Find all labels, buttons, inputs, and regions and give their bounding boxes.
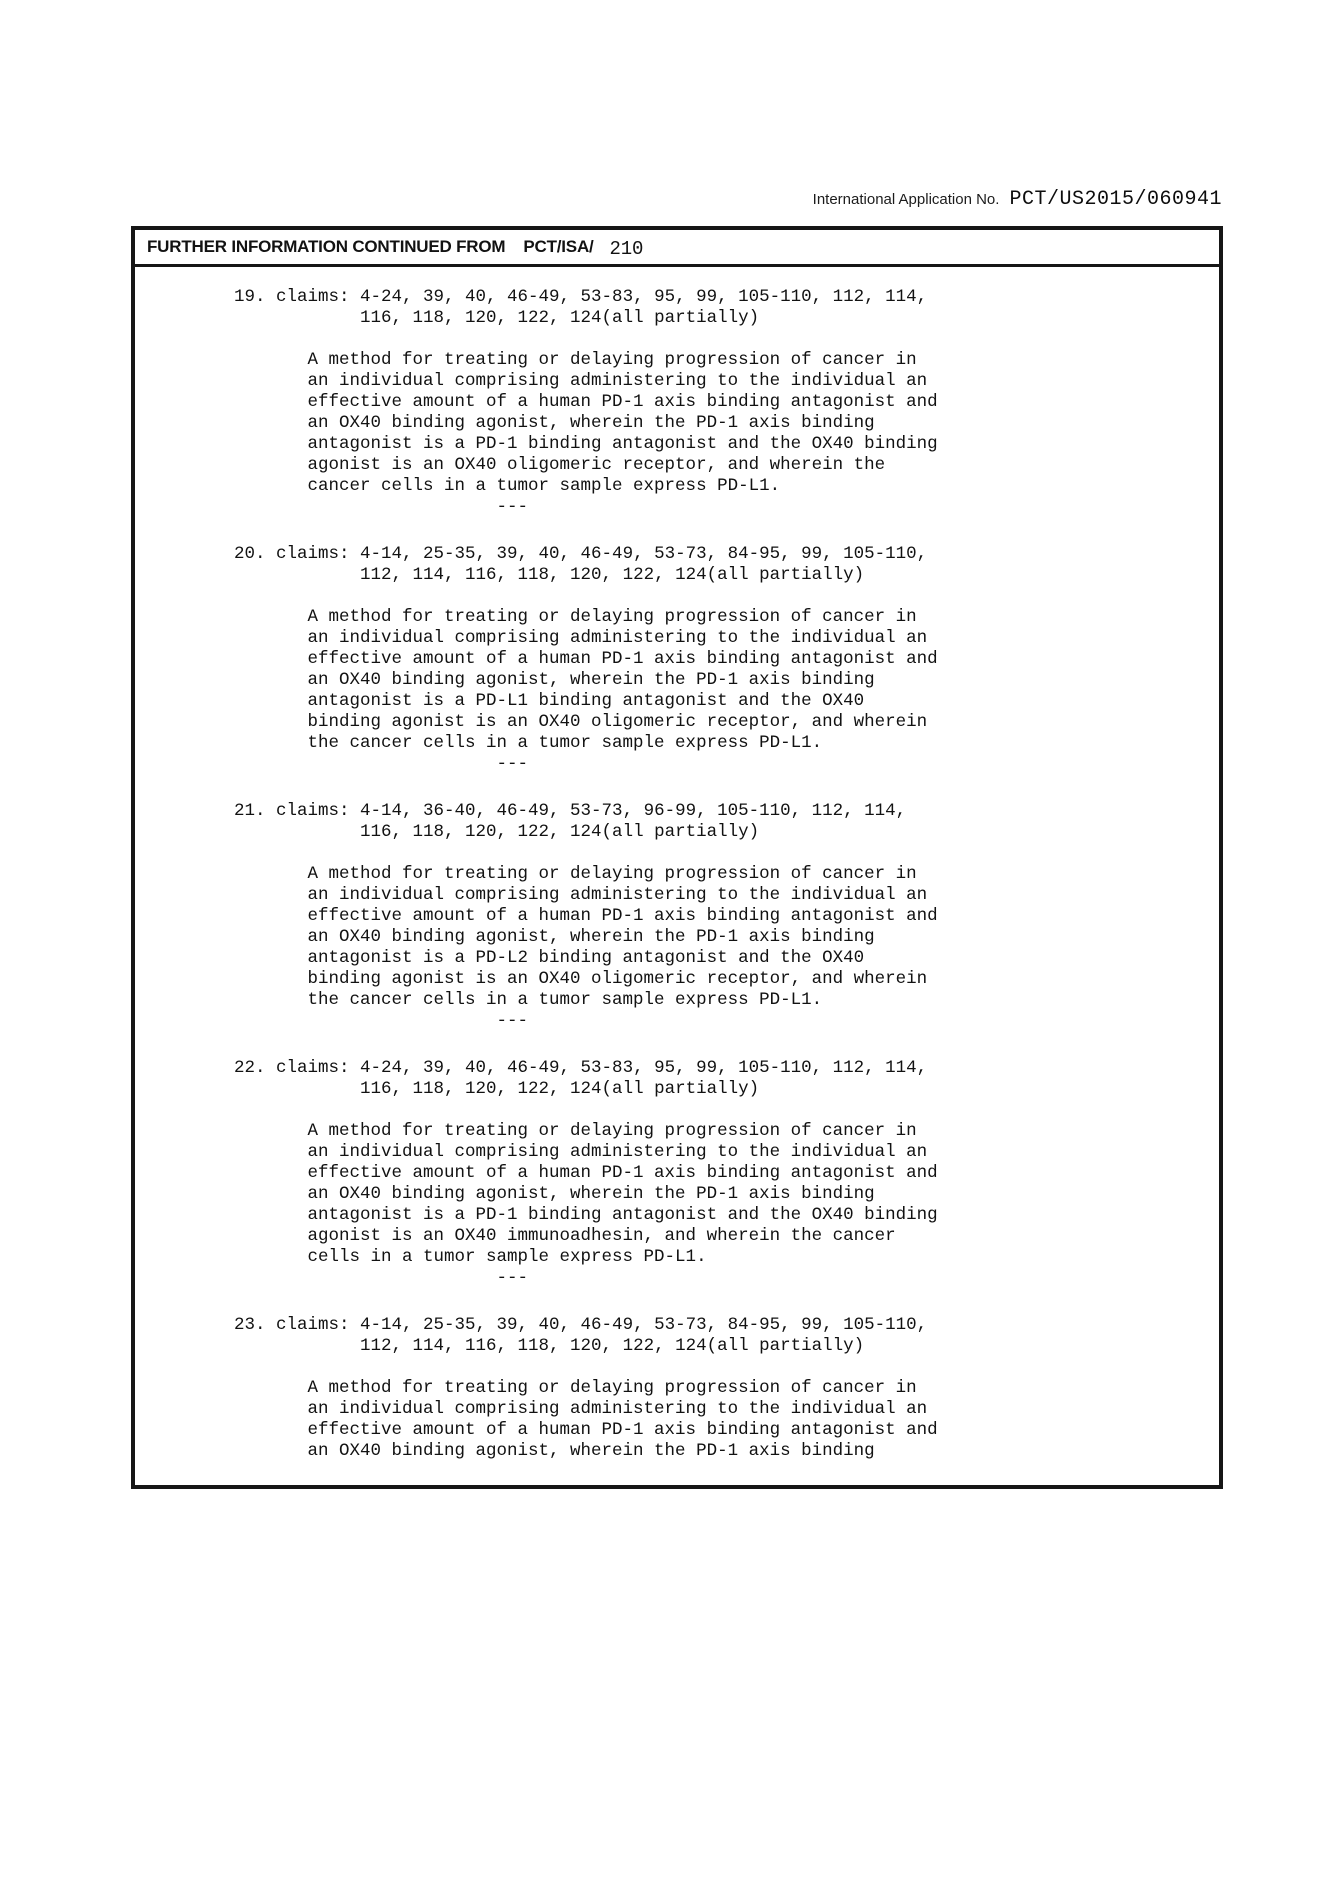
claim-heading: 23. claims: 4-14, 25-35, 39, 40, 46-49, 53-73, 84-95, 99, 105-110, 112, 114, 116, 118, 120, 122, 124(all partially) xyxy=(234,1315,928,1356)
claim-text: A method for treating or delaying progression of cancer in an individual comprising administering to the individual an effective amount of a human PD-1 axis binding antagonist and an OX40 binding agonist, wherein the PD-1 axis binding antagonist is a PD-L2 binding antagonist and the OX40 binding agonist is an OX40 oligomeric receptor, and wherein the cancer cells in a tumor sample express PD-L1. xyxy=(307,864,938,1010)
application-number-label: International Application No. xyxy=(812,191,1000,208)
claim-separator: --- xyxy=(496,1268,529,1288)
claim-text: A method for treating or delaying progression of cancer in an individual comprising administering to the individual an effective amount of a human PD-1 axis binding antagonist and an OX40 binding agonist, wherein the PD-1 axis binding antagonist is a PD-1 binding antagonist and the OX40 binding agonist is an OX40 oligomeric receptor, and wherein the cancer cells in a tumor sample express PD-L1. xyxy=(307,350,938,496)
claim-heading: 21. claims: 4-14, 36-40, 46-49, 53-73, 96-99, 105-110, 112, 114, 116, 118, 120, 122, 124(all partially) xyxy=(234,801,907,842)
claim-heading: 22. claims: 4-24, 39, 40, 46-49, 53-83, 95, 99, 105-110, 112, 114, 116, 118, 120, 122, 124(all partially) xyxy=(234,1058,928,1099)
application-number-line xyxy=(813,188,1222,211)
claim-item-23 xyxy=(234,1315,1199,1462)
form-header xyxy=(135,230,1219,267)
application-number-value: PCT/US2015/060941 xyxy=(1009,188,1222,211)
form-continuation-box xyxy=(131,226,1223,1489)
claim-separator: --- xyxy=(496,754,529,774)
claim-separator: --- xyxy=(496,497,529,517)
claim-text: A method for treating or delaying progression of cancer in an individual comprising administering to the individual an effective amount of a human PD-1 axis binding antagonist and an OX40 binding agonist, wherein the PD-1 axis binding xyxy=(307,1378,938,1461)
form-number: 210 xyxy=(609,238,644,260)
claim-text: A method for treating or delaying progression of cancer in an individual comprising administering to the individual an effective amount of a human PD-1 axis binding antagonist and an OX40 binding agonist, wherein the PD-1 axis binding antagonist is a PD-L1 binding antagonist and the OX40 binding agonist is an OX40 oligomeric receptor, and wherein the cancer cells in a tumor sample express PD-L1. xyxy=(307,607,938,753)
claims-continuation-body xyxy=(135,267,1219,1485)
claim-text: A method for treating or delaying progression of cancer in an individual comprising administering to the individual an effective amount of a human PD-1 axis binding antagonist and an OX40 binding agonist, wherein the PD-1 axis binding antagonist is a PD-1 binding antagonist and the OX40 binding agonist is an OX40 immunoadhesin, and wherein the cancer cells in a tumor sample express PD-L1. xyxy=(307,1121,938,1267)
claim-separator: --- xyxy=(496,1011,529,1031)
form-header-title: FURTHER INFORMATION CONTINUED FROM xyxy=(147,237,506,256)
form-code: PCT/ISA/ xyxy=(523,237,594,256)
claim-item-22 xyxy=(234,1058,1199,1289)
claim-heading: 20. claims: 4-14, 25-35, 39, 40, 46-49, 53-73, 84-95, 99, 105-110, 112, 114, 116, 118, 120, 122, 124(all partially) xyxy=(234,544,928,585)
claim-item-20 xyxy=(234,544,1199,775)
claim-heading: 19. claims: 4-24, 39, 40, 46-49, 53-83, 95, 99, 105-110, 112, 114, 116, 118, 120, 122, 124(all partially) xyxy=(234,287,928,328)
claim-item-21 xyxy=(234,801,1199,1032)
claim-item-19 xyxy=(234,287,1199,518)
